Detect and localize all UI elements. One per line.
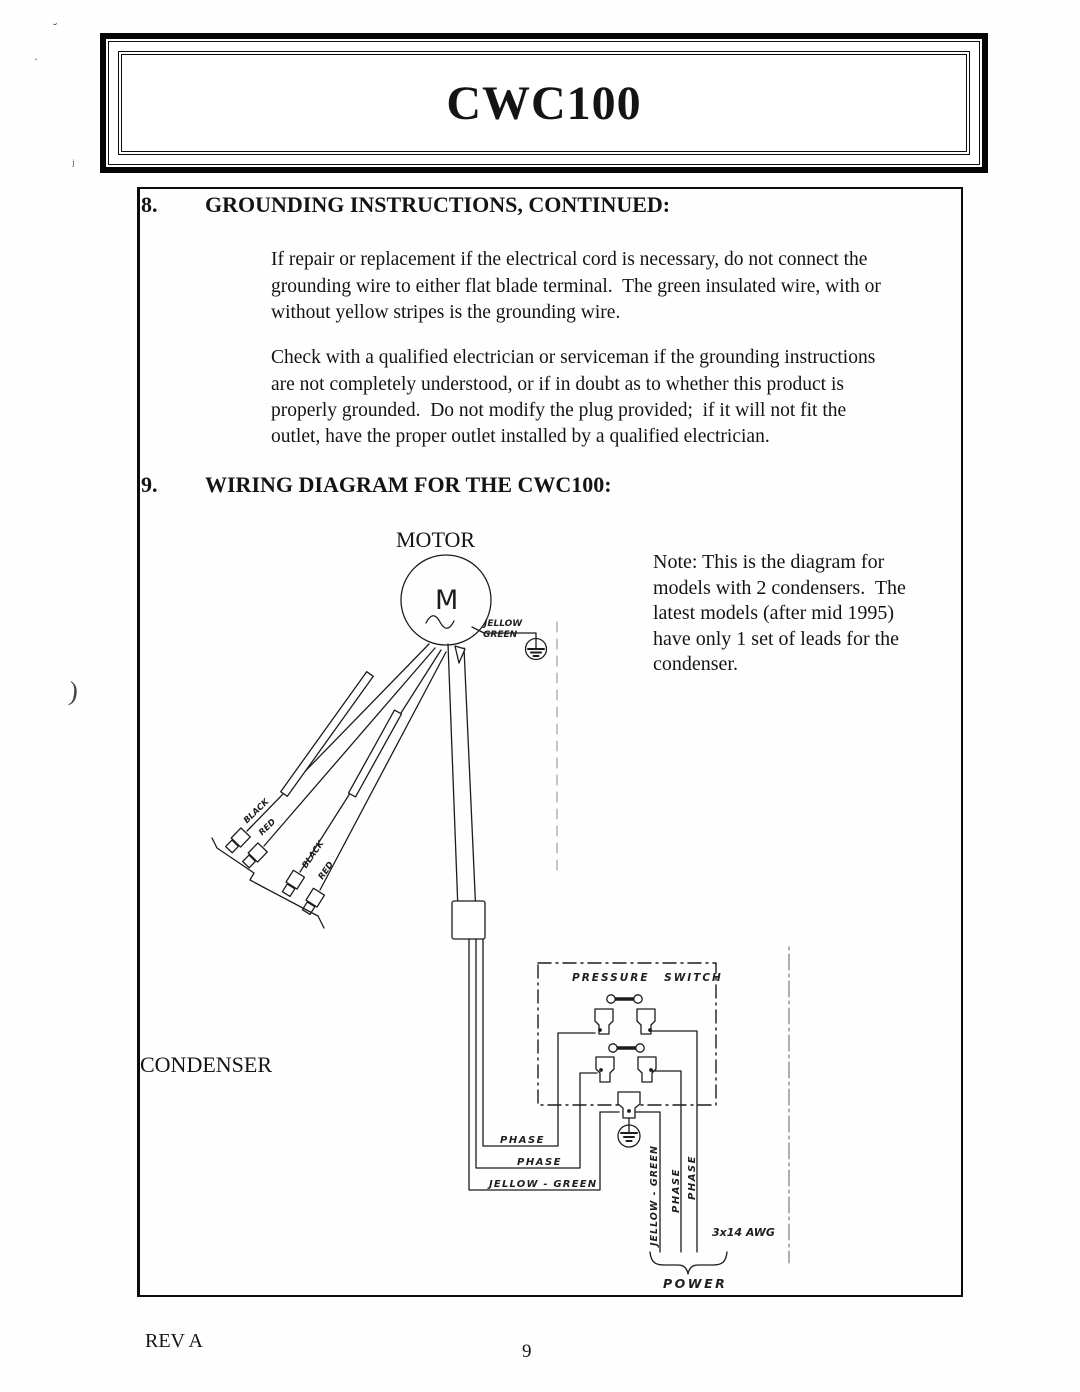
ground-symbol-bottom <box>618 1118 640 1147</box>
para1-line: If repair or replacement if the electrical cord is necessary, do not connect the <box>271 249 868 270</box>
condenser-bracket <box>212 838 324 928</box>
contact-bar <box>609 1044 644 1052</box>
motor-cable-edge <box>464 648 477 937</box>
connection-dot <box>627 1109 631 1113</box>
pressure-switch-label: PRESSURE SWITCH <box>572 972 723 984</box>
scan-speck: ) <box>67 675 80 707</box>
scan-speck: · <box>34 52 38 66</box>
phase-wire-1 <box>483 939 595 1146</box>
black-wire-label: BLACK <box>300 839 327 871</box>
para2-line: properly grounded. Do not modify the plug provided; if it will not fit the <box>271 400 847 421</box>
section-8-heading: GROUNDING INSTRUCTIONS, CONTINUED: <box>205 192 671 217</box>
phase-label-vertical: PHASE <box>671 1168 682 1213</box>
para2-line: outlet, have the proper outlet installed by a qualified electrician. <box>271 426 770 447</box>
green-label: GREEN <box>483 630 518 640</box>
jellow-green-label: JELLOW - GREEN <box>489 1179 598 1190</box>
para2-line: are not completely understood, or if in doubt as to whether this product is <box>271 373 844 395</box>
title-banner-innermost-frame <box>118 51 970 155</box>
scan-speck: ˘ <box>52 19 61 36</box>
phase-label: PHASE <box>500 1135 545 1146</box>
motor-letter: M <box>435 585 459 616</box>
title-banner-inner-frame <box>108 41 980 165</box>
awg-label: 3x14 AWG <box>712 1226 775 1239</box>
section-8-number: 8. <box>141 192 158 217</box>
connection-dot <box>599 1068 603 1072</box>
jellow-label: JELLOW <box>484 619 523 629</box>
pressure-switch-box <box>538 963 716 1105</box>
switch-spade-connector <box>596 1057 614 1082</box>
scan-speck: ʲ <box>72 158 75 173</box>
spade-terminal <box>281 870 305 897</box>
footer-rev: REV A <box>145 1330 203 1352</box>
title-banner <box>100 33 988 173</box>
section-9-number: 9. <box>141 472 158 497</box>
cable-collar <box>452 901 485 939</box>
para1-line: grounding wire to either flat blade terminal. The green insulated wire, with or <box>271 275 881 297</box>
contact-bar <box>607 995 642 1003</box>
switch-spade-connector <box>638 1057 656 1082</box>
switch-spade-connector <box>595 1009 613 1034</box>
page-title: CWC100 <box>446 76 642 130</box>
note-line: have only 1 set of leads for the <box>653 627 900 650</box>
note-line: condenser. <box>653 653 738 675</box>
section-9-heading: WIRING DIAGRAM FOR THE CWC100: <box>205 472 612 497</box>
jellow-green-label-vertical: JELLOW - GREEN <box>649 1145 660 1246</box>
condenser-lead-wire <box>247 644 429 831</box>
motor-cable-edge <box>448 644 459 937</box>
condenser-lead-wire <box>320 652 446 890</box>
phase-label-vertical: PHASE <box>687 1155 698 1200</box>
condenser-label: CONDENSER <box>140 1052 273 1077</box>
note-line: models with 2 condensers. The <box>653 576 906 599</box>
ground-symbol-top <box>526 639 547 660</box>
power-brace <box>650 1252 727 1274</box>
red-wire-label: RED <box>257 817 279 838</box>
motor-label: MOTOR <box>396 527 476 552</box>
black-wire-label: BLACK <box>241 797 272 826</box>
wire-sleeve <box>349 710 402 797</box>
para2-line: Check with a qualified electrician or serviceman if the grounding instructions <box>271 347 876 368</box>
note-line: latest models (after mid 1995) <box>653 602 895 624</box>
phase-label: PHASE <box>517 1157 562 1168</box>
spade-terminal <box>224 828 250 854</box>
wiring-diagram <box>135 515 965 1305</box>
connection-dot <box>598 1028 602 1032</box>
footer-page-number: 9 <box>522 1341 532 1362</box>
spade-terminal <box>301 888 325 915</box>
ground-connector <box>618 1092 640 1118</box>
para1-line: without yellow stripes is the grounding wire. <box>271 302 621 323</box>
switch-spade-connector <box>637 1009 655 1034</box>
condenser-lead-wire <box>264 648 435 846</box>
motor-winding-squiggle <box>426 616 454 629</box>
note-line: Note: This is the diagram for <box>653 551 885 573</box>
cable-pennant <box>455 646 465 663</box>
red-wire-label: RED <box>316 860 337 882</box>
spade-terminal <box>241 843 267 869</box>
power-label: POWER <box>663 1276 728 1291</box>
